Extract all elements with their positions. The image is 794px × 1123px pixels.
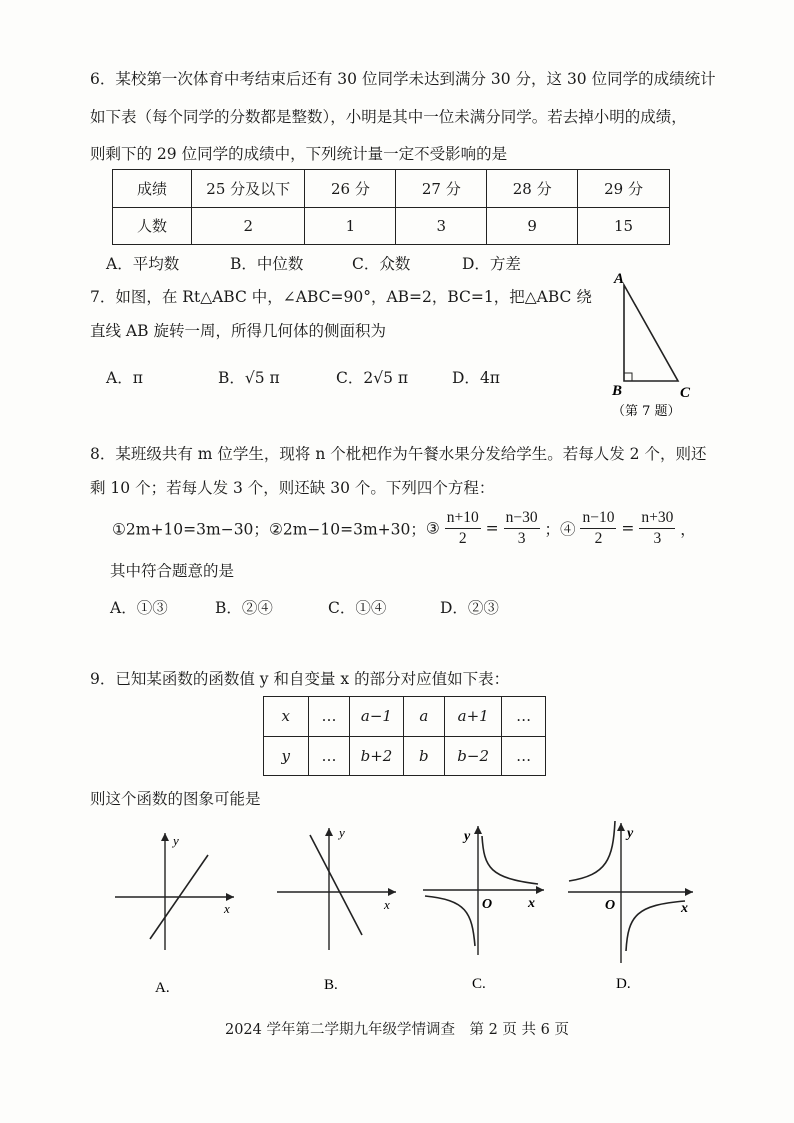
- q6-option-d: D．方差: [462, 255, 521, 273]
- graph-c: [420, 820, 550, 992]
- equation-4-label: ；④: [544, 520, 576, 539]
- table-cell: x: [264, 697, 309, 737]
- denominator: 2: [594, 530, 603, 547]
- q7-option-c-value: 2√5 π: [363, 369, 409, 387]
- q7-option-d-value: 4π: [479, 369, 500, 387]
- equation-1: ①2m+10=3m−30；: [112, 520, 269, 539]
- axis-y-label: y: [173, 833, 179, 848]
- q6-option-b: B．中位数: [230, 255, 304, 273]
- axis-y-label: y: [464, 829, 471, 844]
- q7-option-b-value: √5 π: [244, 369, 280, 387]
- axis-x-label: x: [384, 897, 390, 912]
- q8-line-1: 8．某班级共有 m 位学生，现将 n 个枇杷作为午餐水果分发给学生。若每人发 2 个，则还: [90, 445, 707, 463]
- q6-line-3: 则剩下的 29 位同学的成绩中，下列统计量一定不受影响的是: [90, 145, 508, 163]
- table-cell: …: [502, 697, 546, 737]
- table-cell: 15: [578, 207, 670, 245]
- origin-label: O: [605, 898, 616, 913]
- table-cell: 27 分: [396, 170, 487, 208]
- table-cell: …: [308, 697, 350, 737]
- triangle-abc: [624, 285, 678, 381]
- q9-line-2: 则这个函数的图象可能是: [90, 790, 261, 808]
- q7-option-a: [106, 366, 143, 388]
- table-cell: 25 分及以下: [191, 170, 305, 208]
- page-footer: 2024 学年第二学期九年级学情调查 第 2 页 共 6 页: [224, 1022, 569, 1038]
- table-cell: …: [502, 736, 546, 776]
- table-cell: b−2: [445, 736, 502, 776]
- table-cell: a: [403, 697, 445, 737]
- q6-score-table: [112, 169, 670, 245]
- denominator: 3: [653, 530, 662, 547]
- vertex-a-label: A: [614, 271, 625, 287]
- graph-b-label: B.: [324, 977, 338, 993]
- table-cell: 成绩: [113, 170, 192, 208]
- q8-option-d: D．②③: [440, 599, 499, 617]
- table-cell: 人数: [113, 207, 192, 245]
- origin-label: O: [482, 897, 493, 912]
- q7-line-2: 直线 AB 旋转一周，所得几何体的侧面积为: [90, 322, 386, 340]
- graph-d-curve-q4: [626, 901, 685, 951]
- denominator: 3: [517, 530, 526, 547]
- vertex-c-label: C: [680, 385, 691, 401]
- axis-x-label: x: [224, 901, 230, 916]
- equation-2: ②2m−10=3m+30；: [268, 520, 426, 539]
- table-cell: a+1: [445, 697, 502, 737]
- axis-y-label: y: [339, 825, 345, 840]
- graph-a-label: A.: [155, 980, 170, 996]
- q7-line-1: 7．如图，在 Rt△ABC 中，∠ABC=90°，AB=2，BC=1，把△ABC 绕: [90, 288, 592, 306]
- numerator: n−30: [504, 508, 540, 529]
- table-cell: 3: [396, 207, 487, 245]
- table-cell: 2: [191, 207, 305, 245]
- denominator: 2: [458, 530, 467, 547]
- table-row: [113, 170, 670, 208]
- graph-d: [565, 815, 700, 992]
- equation-3-label: ③: [425, 519, 440, 538]
- right-angle-mark: [624, 373, 632, 381]
- table-cell: 9: [487, 207, 578, 245]
- q7-option-b: [218, 366, 280, 388]
- q7-option-c-label: C．: [336, 369, 364, 387]
- q9-line-1: 9．已知某函数的函数值 y 和自变量 x 的部分对应值如下表：: [90, 670, 510, 688]
- vertex-b-label: B: [612, 383, 623, 399]
- eq4-left-fraction: [580, 508, 616, 549]
- graph-d-label: D.: [616, 976, 631, 992]
- numerator: n+10: [445, 508, 481, 529]
- table-cell: a−1: [350, 697, 403, 737]
- q6-option-c: C．众数: [352, 255, 411, 273]
- table-cell: …: [308, 736, 350, 776]
- numerator: n−10: [580, 508, 616, 529]
- q7-option-a-value: π: [132, 369, 143, 387]
- axis-x-label: x: [528, 896, 535, 911]
- eq4-right-fraction: [639, 508, 675, 549]
- table-cell: 26 分: [305, 170, 396, 208]
- q9-value-table: [263, 696, 546, 776]
- graph-d-curve-q2: [569, 821, 615, 881]
- axis-x-label: x: [681, 901, 688, 916]
- eq3-right-fraction: [504, 508, 540, 549]
- q7-option-d: [452, 366, 500, 388]
- table-row: [264, 736, 546, 776]
- table-cell: b+2: [350, 736, 403, 776]
- table-row: [264, 697, 546, 737]
- graph-b: [272, 825, 402, 993]
- q8-line-4: 其中符合题意的是: [110, 562, 235, 580]
- graph-c-label: C.: [472, 976, 486, 992]
- q6-line-1: 6．某校第一次体育中考结束后还有 30 位同学未达到满分 30 分，这 30 位同学的成绩统计: [90, 70, 716, 88]
- table-row: [113, 207, 670, 245]
- graph-c-curve-q3: [425, 896, 475, 946]
- q7-option-c: [336, 366, 408, 388]
- q8-line-2: 剩 10 个；若每人发 3 个，则还缺 30 个。下列四个方程：: [90, 479, 495, 497]
- q8-option-c: C．①④: [328, 599, 387, 617]
- q7-option-b-label: B．: [218, 369, 245, 387]
- table-cell: 29 分: [578, 170, 670, 208]
- table-cell: y: [264, 736, 309, 776]
- figure-caption: （第 7 题）: [612, 404, 681, 419]
- graph-c-curve-q1: [482, 836, 538, 884]
- table-cell: b: [403, 736, 445, 776]
- table-cell: 1: [305, 207, 396, 245]
- graph-b-line: [310, 835, 362, 935]
- q8-option-a: A．①③: [110, 599, 168, 617]
- q6-line-2: 如下表（每个同学的分数都是整数），小明是其中一位未满分同学。若去掉小明的成绩，: [90, 108, 687, 126]
- numerator: n+30: [639, 508, 675, 529]
- q7-triangle-figure: [600, 265, 710, 425]
- eq3-left-fraction: [445, 508, 481, 549]
- q6-option-a: A．平均数: [106, 255, 180, 273]
- q7-option-a-label: A．: [106, 369, 133, 387]
- q7-option-d-label: D．: [452, 369, 480, 387]
- table-cell: 28 分: [487, 170, 578, 208]
- q8-option-b: B．②④: [215, 599, 273, 617]
- axis-y-label: y: [627, 826, 634, 841]
- q8-equations: ①2m+10=3m−30；②2m−10=3m+30；③ $\frac{n+10}{2}$ = $\frac{n-30}{3}$ ；④ $\frac{n-10}{2}$ = $\frac{n+30}{3}$ ，: [112, 509, 696, 547]
- graph-a: [110, 825, 240, 996]
